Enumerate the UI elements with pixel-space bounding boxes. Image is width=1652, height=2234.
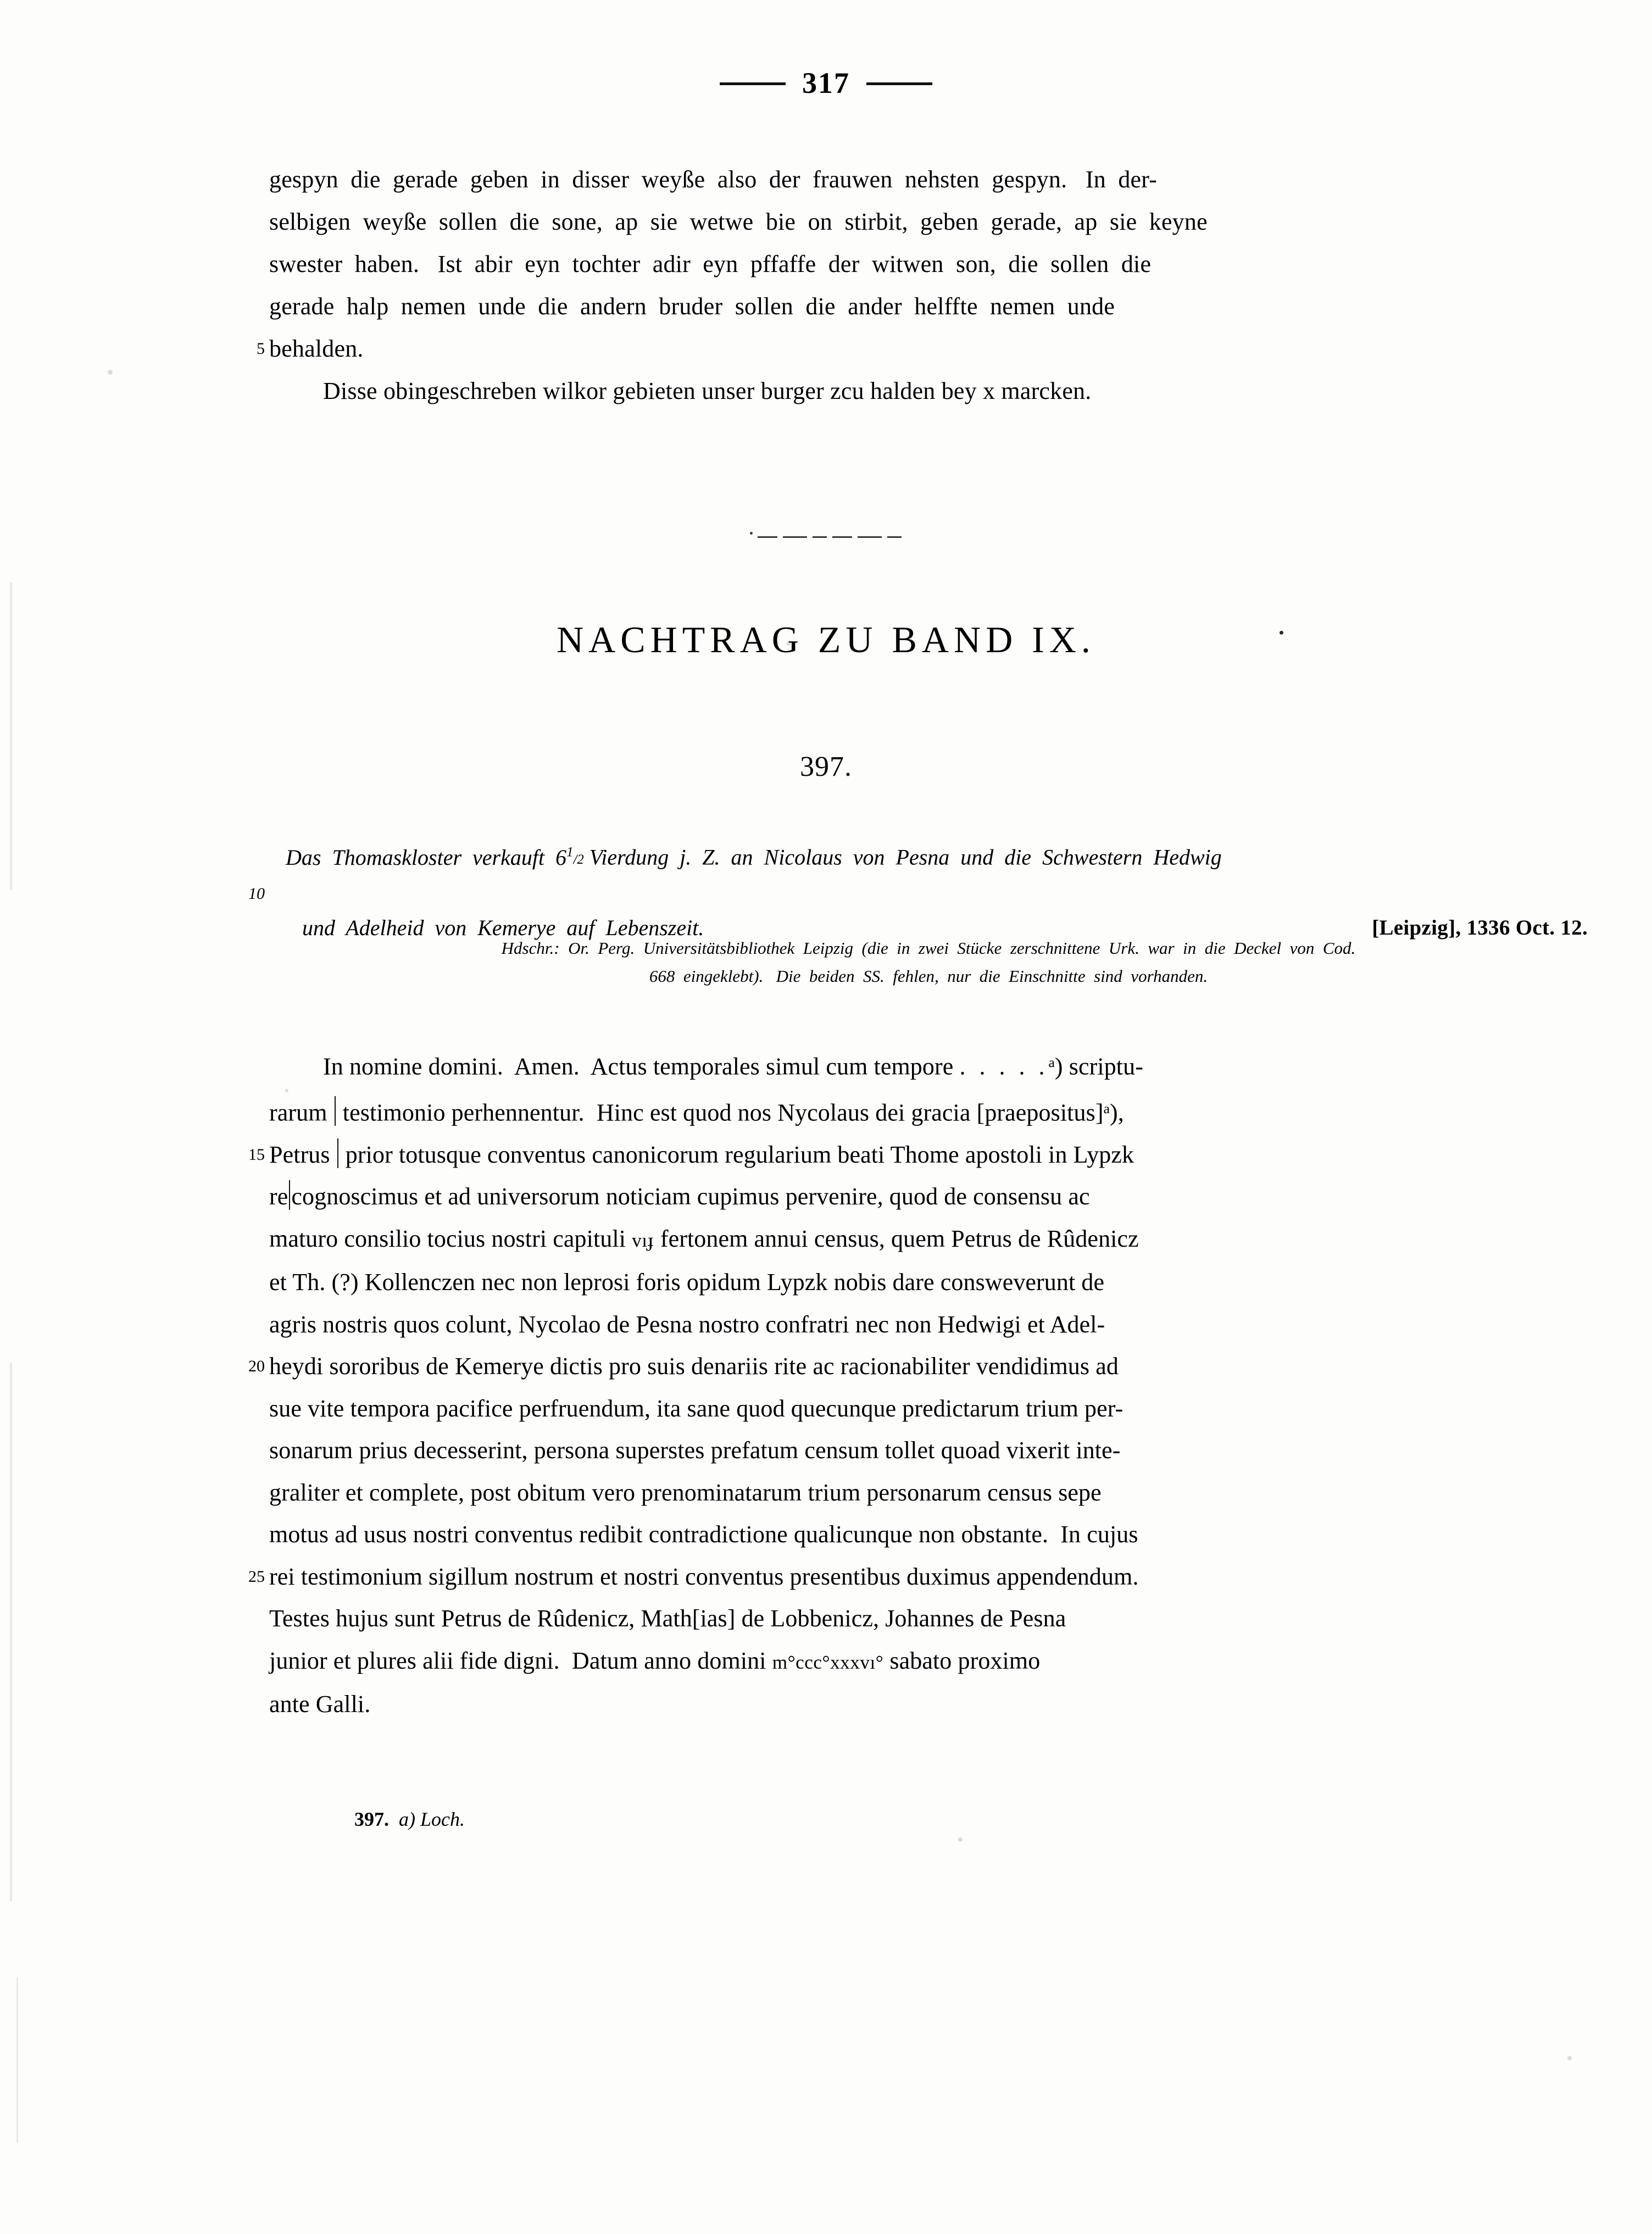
latin-text-run: sabato proximo: [883, 1647, 1041, 1674]
scan-edge-artifact: [10, 1363, 12, 1901]
latin-text-run: rarum: [269, 1099, 333, 1126]
scan-speck: [1567, 2056, 1572, 2060]
latin-text-run: Petrus: [269, 1141, 336, 1168]
roman-numeral: m°ccc°xxxvı°: [772, 1651, 884, 1673]
latin-line: [269, 1640, 1588, 1684]
latin-line: [269, 1218, 1588, 1262]
latin-text-run: heydi sororibus de Kemerye dictis pro suis denariis rite ac racionabiliter vendidimus ad: [269, 1353, 1119, 1380]
latin-text-run: maturo consilio tocius nostri capituli: [269, 1225, 632, 1252]
latin-line: [269, 1388, 1588, 1430]
divider-dash: [758, 536, 777, 538]
lacuna-ellipsis: . . . . .: [959, 1053, 1049, 1080]
manuscript-note-block: [308, 934, 1549, 990]
latin-line: [269, 1304, 1588, 1346]
place-date: [Leipzig], 1336 Oct. 12.: [1372, 915, 1588, 940]
latin-text-run: re: [269, 1183, 288, 1210]
latin-line: [248, 1556, 1588, 1598]
runhead-rule-right: [866, 82, 932, 85]
regest-line1-b: Vierdung j. Z. an Nicolaus von Pesna und die Schwestern Hedwig: [583, 844, 1222, 870]
section-heading: NACHTRAG ZU BAND IX.: [557, 619, 1095, 660]
line-number: 25: [248, 1567, 265, 1586]
line-number: 15: [248, 1145, 265, 1164]
footnote-marker: a: [1103, 1100, 1110, 1116]
latin-line: [269, 1430, 1588, 1472]
document-number: 397.: [800, 751, 852, 782]
fraction-denominator: 2: [577, 852, 584, 867]
mhg-closing-line: Disse obingeschreben wilkor gebieten unser burger zcu halden bey x marcken.: [323, 377, 1092, 404]
footnote-text: a) Loch.: [399, 1808, 465, 1830]
latin-text-run: graliter et complete, post obitum vero prenominatarum trium personarum census sepe: [269, 1479, 1102, 1506]
latin-text-run: testimonio perhennentur. Hinc est quod nos Nycolaus dei gracia [praepositus]: [336, 1099, 1104, 1126]
footnote-number: 397.: [354, 1808, 389, 1830]
roman-numeral: vıɟ: [632, 1229, 654, 1251]
divider-dash: [832, 536, 852, 538]
scan-edge-artifact: [16, 1978, 18, 2143]
latin-text-run: ),: [1110, 1099, 1124, 1126]
latin-text-run: fertonem annui census, quem Petrus de Rûdenicz: [654, 1225, 1139, 1252]
latin-text-run: junior et plures alii fide digni. Datum anno domini: [269, 1647, 772, 1674]
divider-dash: [783, 536, 807, 538]
mhg-line-text: selbigen weyße sollen die sone, ap sie wetwe bie on stirbit, geben gerade, ap sie keyne: [269, 208, 1208, 235]
latin-text-run: In nomine domini. Amen. Actus temporales simul cum tempore: [323, 1053, 960, 1080]
footnote-marker: a: [1048, 1054, 1055, 1070]
ornamental-divider: [0, 532, 1652, 542]
mhg-line: [269, 243, 1588, 285]
manuscript-note-line: Hdschr.: Or. Perg. Universitätsbibliothek Leipzig (die in zwei Stücke zerschnittene Urk. war in die Deckel von Cod.: [501, 938, 1356, 958]
latin-line: [269, 1042, 1588, 1088]
scan-speck: [1280, 631, 1283, 635]
latin-text-run: rei testimonium sigillum nostrum et nostri conventus presentibus duximus appendendum.: [269, 1563, 1139, 1590]
latin-line: [269, 1598, 1588, 1640]
page-number: 317: [802, 66, 850, 99]
divider-dash: [887, 536, 902, 538]
line-number: 10: [248, 884, 265, 903]
running-head: [0, 66, 1652, 100]
line-number: 5: [257, 340, 265, 358]
latin-charter-block: [248, 1042, 1588, 1726]
mhg-line-text: gerade halp nemen unde die andern bruder sollen die ander helffte nemen unde: [269, 293, 1115, 320]
latin-line: [248, 1346, 1588, 1388]
latin-line: [269, 1683, 1588, 1726]
latin-line: [269, 1472, 1588, 1514]
divider-dash: [813, 536, 827, 538]
line-number: 20: [248, 1357, 265, 1376]
fraction-numerator: 1: [566, 844, 574, 859]
mhg-line-text: behalden.: [269, 335, 364, 362]
runhead-rule-left: [720, 82, 786, 85]
latin-text-run: et Th. (?) Kollenczen nec non leprosi foris opidum Lypzk nobis dare consweverunt de: [269, 1269, 1105, 1296]
regest-line: [269, 835, 1588, 877]
mhg-paragraph-block: [257, 158, 1588, 412]
latin-text-run: sonarum prius decesserint, persona superstes prefatum censum tollet quoad vixerit inte-: [269, 1437, 1121, 1464]
latin-text-run: cognoscimus et ad universorum noticiam cupimus pervenire, quod de consensu ac: [291, 1183, 1090, 1210]
regest-line1-a: Das Thomaskloster verkauft 6: [286, 844, 567, 870]
fraction-one-half: $^1$/2: [566, 844, 584, 867]
manuscript-note-line: 668 eingeklebt). Die beiden SS. fehlen, nur die Einschnitte sind vorhanden.: [649, 966, 1208, 986]
latin-line: [269, 1262, 1588, 1304]
mhg-line: [269, 158, 1588, 201]
divider-dot: [750, 532, 753, 535]
latin-text-run: Testes hujus sunt Petrus de Rûdenicz, Math[ias] de Lobbenicz, Johannes de Pesna: [269, 1605, 1066, 1632]
latin-text-run: ) scriptu-: [1054, 1053, 1143, 1080]
mhg-line: [257, 327, 1588, 370]
mhg-line: [269, 285, 1588, 327]
footnote: [354, 1808, 465, 1831]
manuscript-linebreak-bar: [289, 1180, 290, 1210]
mhg-line-text: swester haben. Ist abir eyn tochter adir eyn pffaffe der witwen son, die sollen die: [269, 251, 1152, 277]
manuscript-linebreak-bar: [335, 1096, 336, 1126]
latin-line: [269, 1088, 1588, 1134]
latin-text-run: sue vite tempora pacifice perfruendum, ita sane quod quecunque predictarum trium per-: [269, 1394, 1123, 1422]
latin-text-run: agris nostris quos colunt, Nycolao de Pesna nostro confratri nec non Hedwigi et Adel-: [269, 1310, 1105, 1338]
manuscript-linebreak-bar: [337, 1138, 338, 1168]
mhg-line-text: gespyn die gerade geben in disser weyße also der frauwen nehsten gespyn. In der-: [269, 166, 1158, 193]
latin-text-run: ante Galli.: [269, 1691, 371, 1718]
latin-text-run: motus ad usus nostri conventus redibit contradictione qualicunque non obstante. In cujus: [269, 1521, 1138, 1548]
latin-line: [248, 1134, 1588, 1176]
scan-speck: [108, 370, 113, 375]
divider-dash: [858, 536, 882, 538]
latin-line: [269, 1176, 1588, 1218]
latin-line: [269, 1514, 1588, 1556]
mhg-line: [269, 201, 1588, 243]
regest-line2: und Adelheid von Kemerye auf Lebenszeit.: [302, 915, 704, 940]
latin-text-run: prior totusque conventus canonicorum regularium beati Thome apostoli in Lypzk: [339, 1141, 1134, 1168]
scan-speck: [958, 1837, 963, 1842]
